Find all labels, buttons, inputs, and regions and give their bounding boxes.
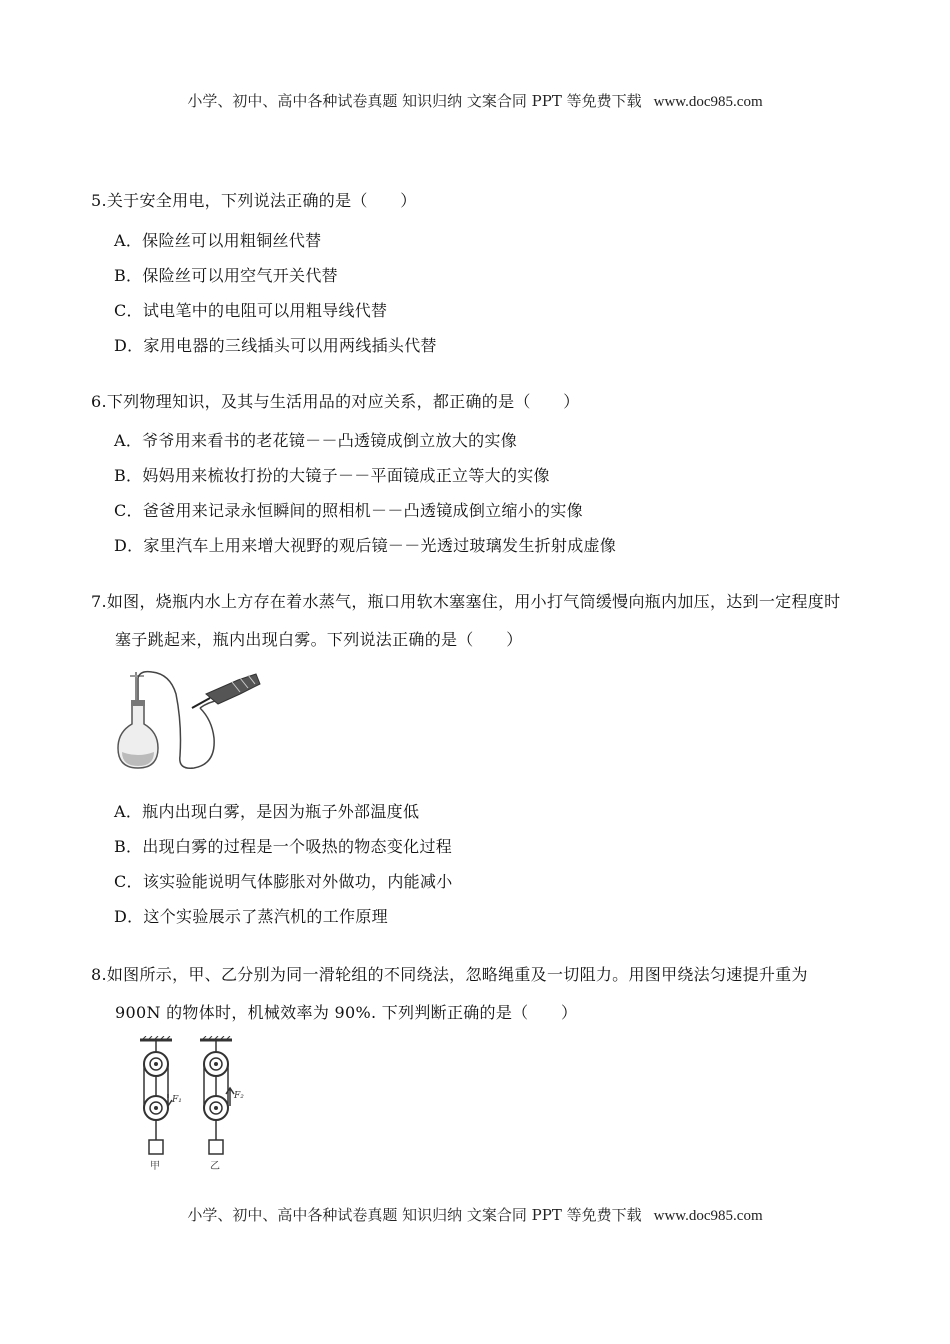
q7-stem-line2: 塞子跳起来，瓶内出现白雾。下列说法正确的是（ ）: [115, 630, 523, 649]
q8-stem-line1: 8.如图所示，甲、乙分别为同一滑轮组的不同绕法，忽略绳重及一切阻力。用图甲绕法匀速提升重为: [91, 965, 808, 984]
q6-option-a: A．爷爷用来看书的老花镜－－凸透镜成倒立放大的实像: [114, 431, 518, 450]
q5-stem-text: 5.关于安全用电，下列说法正确的是（ ）: [91, 191, 417, 210]
page-header: [0, 90, 950, 111]
question-6-stem: [91, 383, 871, 421]
q6-option-b: B．妈妈用来梳妆打扮的大镜子－－平面镜成正立等大的实像: [114, 466, 550, 485]
label-f1: F₁: [172, 1095, 182, 1105]
label-jia: 甲: [150, 1161, 160, 1172]
pulley-system-right: [200, 1036, 244, 1172]
page-footer: [0, 1204, 950, 1225]
footer-text: 小学、初中、高中各种试卷真题 知识归纳 文案合同 PPT 等免费下载: [187, 1206, 642, 1224]
q7-option-a: A．瓶内出现白雾，是因为瓶子外部温度低: [114, 802, 420, 821]
question-8-stem: [91, 956, 871, 1032]
question-7-stem: [91, 583, 871, 659]
q5-option-a: A．保险丝可以用粗铜丝代替: [114, 231, 322, 250]
header-url[interactable]: www.doc985.com: [653, 94, 763, 110]
q7-option-b: B．出现白雾的过程是一个吸热的物态变化过程: [114, 837, 453, 856]
header-text: 小学、初中、高中各种试卷真题 知识归纳 文案合同 PPT 等免费下载: [187, 92, 642, 110]
weight-right: [209, 1140, 223, 1154]
pump: [206, 674, 260, 704]
q6-option-c: C．爸爸用来记录永恒瞬间的照相机－－凸透镜成倒立缩小的实像: [114, 501, 583, 520]
pulley-figure: [130, 1036, 260, 1176]
cork: [131, 700, 145, 706]
q8-stem-line2: 900N 的物体时，机械效率为 90%. 下列判断正确的是（ ）: [115, 1003, 578, 1022]
q7-option-d: D．这个实验展示了蒸汽机的工作原理: [114, 907, 388, 926]
q6-stem-text: 6.下列物理知识，及其与生活用品的对应关系，都正确的是（ ）: [91, 392, 580, 411]
weight-left: [149, 1140, 163, 1154]
q6-option-d: D．家里汽车上用来增大视野的观后镜－－光透过玻璃发生折射成虚像: [114, 536, 617, 555]
q7-option-c: C．该实验能说明气体膨胀对外做功，内能减小: [114, 872, 453, 891]
q7-stem-line1: 7.如图，烧瓶内水上方存在着水蒸气，瓶口用软木塞塞住，用小打气筒缓慢向瓶内加压，达到一定程度时: [91, 592, 841, 611]
label-yi: 乙: [210, 1161, 220, 1172]
q5-option-d: D．家用电器的三线插头可以用两线插头代替: [114, 336, 437, 355]
footer-url[interactable]: www.doc985.com: [653, 1208, 763, 1224]
flask-pump-figure: [108, 664, 268, 776]
pulley-system-left: [140, 1036, 182, 1172]
question-5-stem: [91, 182, 871, 220]
q5-option-b: B．保险丝可以用空气开关代替: [114, 266, 338, 285]
label-f2: F₂: [234, 1091, 244, 1101]
q5-option-c: C．试电笔中的电阻可以用粗导线代替: [114, 301, 388, 320]
